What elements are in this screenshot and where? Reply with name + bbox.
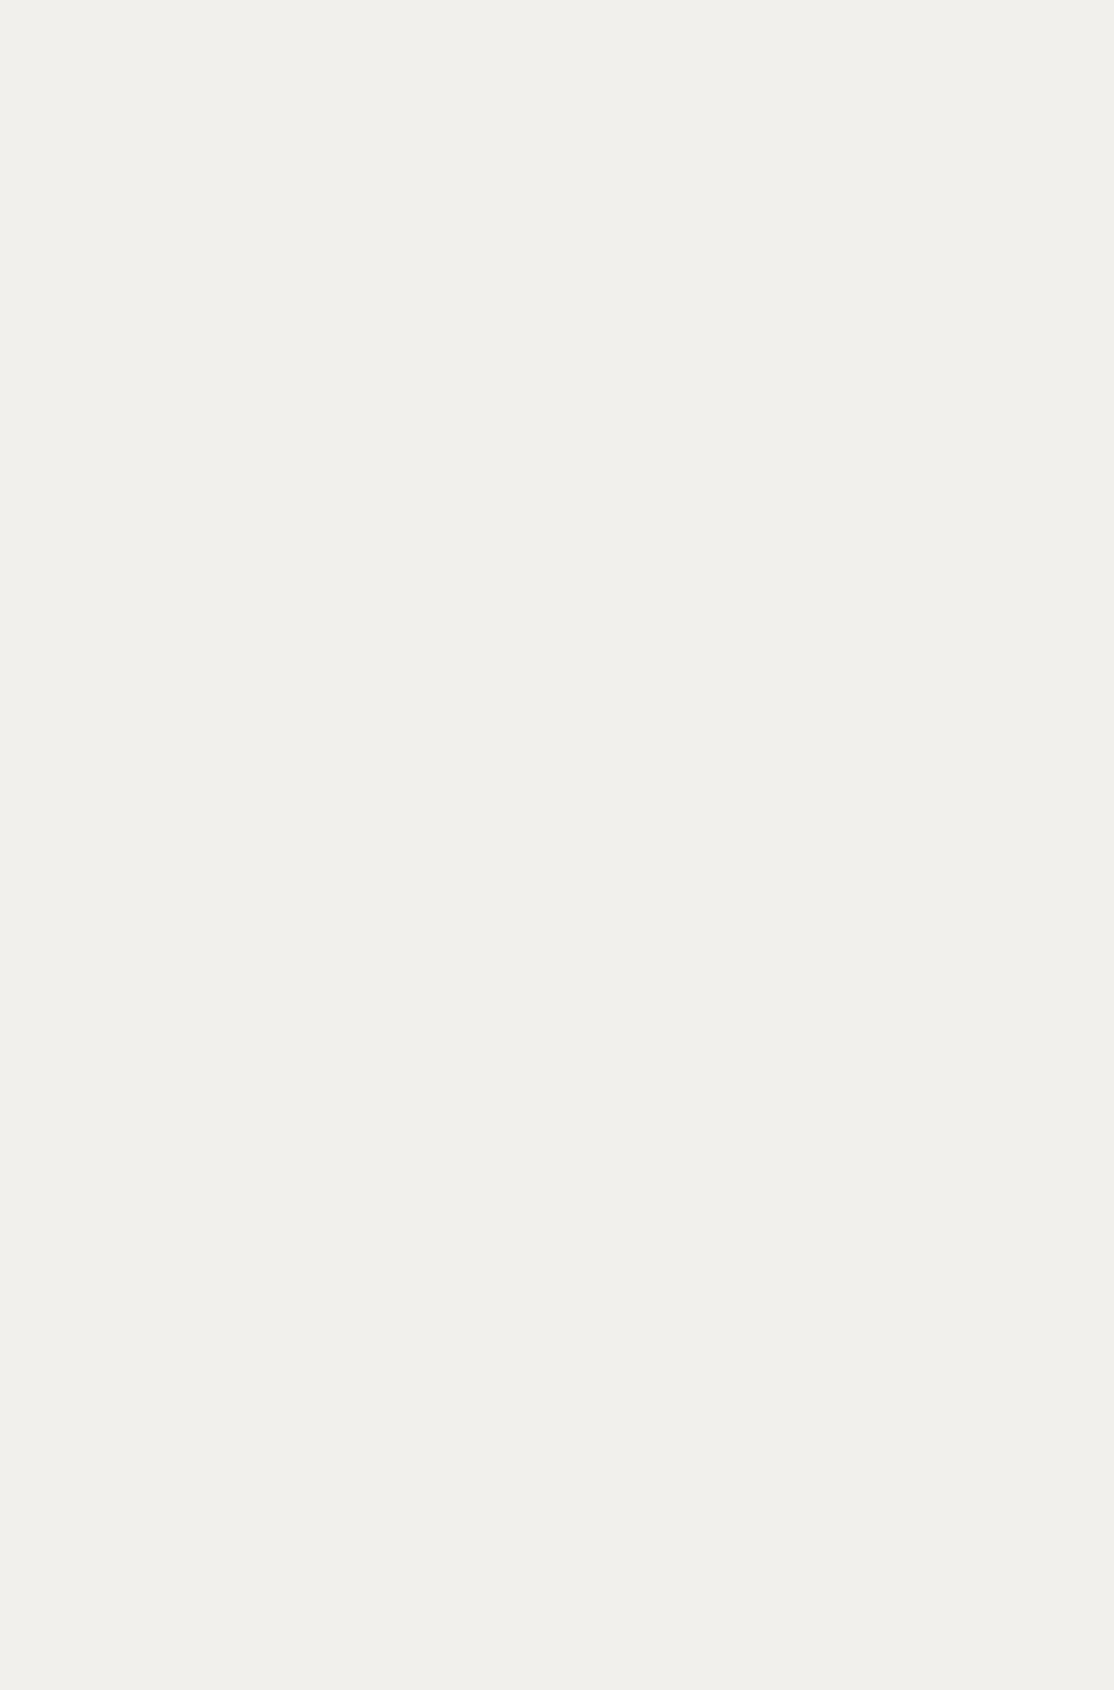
page-body — [126, 66, 934, 102]
